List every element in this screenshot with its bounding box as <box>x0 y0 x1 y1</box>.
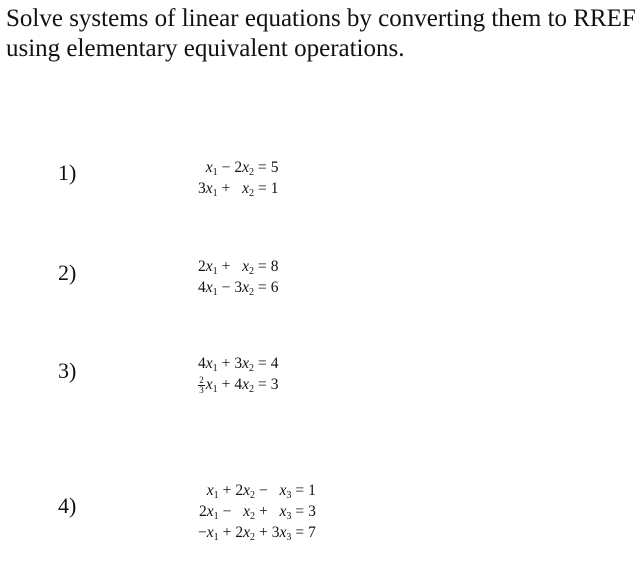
fraction: $\frac{2}{3}$ <box>199 374 204 395</box>
equation-row: $x_1$ − $2x_2$ = 5 <box>205 159 279 178</box>
equation-row: $x_1$ + $2x_2$ − $x_3$ = 1 <box>206 482 316 501</box>
equation-system-1 <box>196 157 281 199</box>
equation-row: $3x_1$ + $x_2$ = 1 <box>198 180 279 199</box>
problem-number-3: 3) <box>58 358 77 383</box>
equation-system-3 <box>196 353 281 395</box>
equation-row: $\frac{2}{3}$ $x_1$ + $4x_2$ = 3 <box>199 374 279 395</box>
equation-row: $-x_1$ + $2x_2$ + $3x_3$ = 7 <box>198 524 316 543</box>
problem-number-2: 2) <box>58 260 77 285</box>
equation-system-2 <box>196 256 281 298</box>
problem-number-4: 4) <box>58 493 77 518</box>
equation-row: $2x_1$ − $x_2$ + $x_3$ = 3 <box>199 503 316 522</box>
equation-system-4 <box>196 480 318 543</box>
problem-number-1: 1) <box>58 160 77 185</box>
equation-row: $4x_1$ + $3x_2$ = 4 <box>198 355 279 374</box>
equation-row: $2x_1$ + $x_2$ = 8 <box>198 258 279 277</box>
equation-row: $4x_1$ − $3x_2$ = 6 <box>198 279 279 298</box>
page-title: Solve systems of linear equations by converting them to RREF using elementary equivalent operations. <box>6 5 636 62</box>
